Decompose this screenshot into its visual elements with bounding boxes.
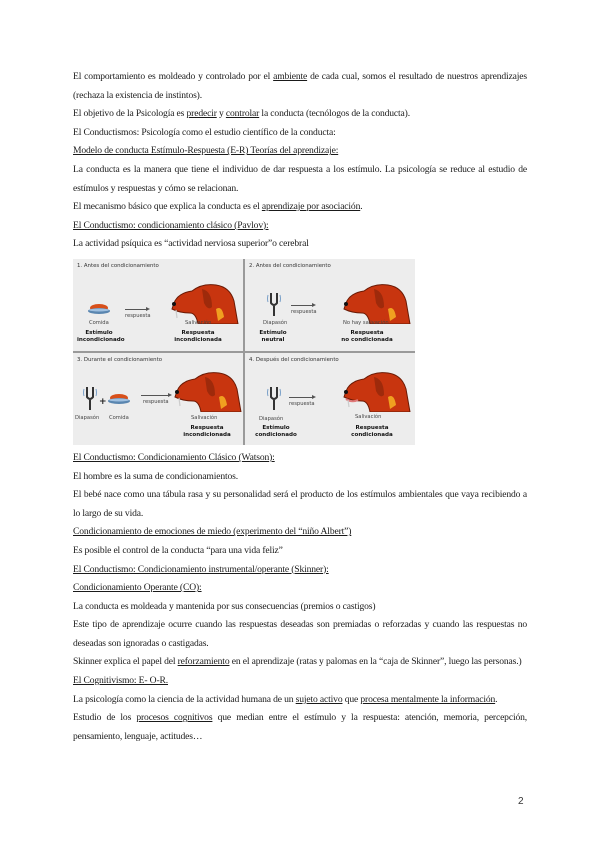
section-heading: El Conductismo: Condicionamiento Clásico (Watson): [73,451,275,463]
underlined-term: reforzamiento [177,656,230,668]
text: Estímulo [259,329,287,336]
tuning-fork-icon [267,385,281,411]
paragraph [73,105,527,124]
paragraph [73,709,527,746]
underlined-term: aprendizaje por asociación [261,201,361,213]
section-heading: El Conductismo: Condicionamiento instrumental/operante (Skinner): [73,563,329,575]
stimulus-item-label: Diapasón [263,319,288,326]
tuning-fork-icon [267,291,281,317]
text: Skinner explica el papel del [73,656,178,668]
text: Respuesta [355,424,389,431]
dog-salivating-icon [171,367,243,412]
text: que [342,693,361,705]
text: . [360,201,363,213]
underlined-term: procesa mentalmente la información [360,693,496,705]
text: que median entre el estímulo y la respuesta: atención, memoria, percepción, pensamiento, lenguaje, actitudes… [73,712,527,742]
paragraph: Es posible el control de la conducta “para una vida feliz” [73,544,283,556]
paragraph [73,653,527,672]
section-heading: Condicionamiento de emociones de miedo (experimento del “niño Albert”) [73,526,352,538]
text: condicionado [255,431,297,438]
stimulus-item-label: Comida [89,319,109,326]
text: incondicionado [77,336,125,343]
underlined-term: predecir [186,108,217,120]
tuning-fork-icon [83,385,97,411]
panel-title: 4. Después del condicionamiento [249,356,339,363]
text: neutral [261,336,285,343]
paragraph: La conducta es moldeada y mantenida por sus consecuencias (premios o castigos) [73,600,376,612]
paragraph [73,198,527,217]
paragraph: El bebé nace como una tábula rasa y su personalidad será el producto de los estímulos ambientales que vaya recibiendo a lo largo de su vida. [73,489,527,519]
figure-panel-3 [73,353,243,445]
arrow-label: respuesta [143,398,169,405]
arrow-label: respuesta [289,400,315,407]
text: en el aprendizaje (ratas y palomas en la “caja de Skinner”, luego las personas.) [229,656,522,668]
text: de cada cual, somos el resultado de nuestros aprendizajes (rechaza la existencia de instintos). [73,71,527,101]
stimulus-item-label: Diapasón [259,415,284,422]
stimulus-item-2-label: Comida [109,414,129,421]
panel-title: 2. Antes del condicionamiento [249,262,331,269]
underlined-term: ambiente [273,71,308,82]
figure-panel-4 [245,353,415,445]
stimulus-item-label: Diapasón [75,414,100,421]
section-heading: Modelo de conducta Estímulo-Respuesta (E-R) Teorías del aprendizaje: [73,145,339,157]
text: incondicionada [183,431,231,438]
text: Respuesta [190,424,224,431]
text: El comportamiento es moldeado y controlado por el [73,71,274,82]
response-item-label: Salivación [355,413,382,420]
panel-title: 3. Durante el condicionamiento [77,356,163,363]
paragraph: El Conductismos: Psicología como el estudio científico de la conducta: [73,126,336,138]
paragraph: El hombre es la suma de condicionamientos. [73,470,239,482]
dog-salivating-icon [168,279,240,324]
text: Respuesta [181,329,215,336]
underlined-term: procesos cognitivos [136,712,213,724]
plus-icon: + [99,396,107,407]
response-type-label [345,425,399,438]
text: Estímulo [262,424,290,431]
arrow-icon [291,305,313,306]
pavlov-conditioning-figure [73,259,415,445]
text: incondicionada [174,336,222,343]
text: . [495,693,498,705]
paragraph [73,68,527,105]
text: condicionada [351,431,393,438]
text: La psicología como la ciencia de la actividad humana de un [73,693,296,705]
page-number: 2 [518,796,524,807]
section-heading: Condicionamiento Operante (CO): [73,582,202,594]
text: Respuesta [350,329,384,336]
response-type-label [337,330,397,343]
food-bowl-icon [87,303,111,315]
figure-panel-1 [73,259,243,351]
text: no condicionada [341,336,393,343]
section-heading: El Cognitivismo: E- O-R. [73,675,169,687]
arrow-icon [289,397,313,398]
paragraph [73,691,527,710]
text: Estímulo [85,329,113,336]
arrow-icon [125,309,147,310]
paragraph: La conducta es la manera que tiene el individuo de dar respuesta a los estímulo. La psicología se reduce al estudio de estímulos y respuestas y cómo se relacionan. [73,163,527,194]
arrow-label: respuesta [291,308,317,315]
response-item-label: Salivación [185,319,212,326]
text: El objetivo de la Psicología es [73,108,187,120]
food-bowl-icon [107,393,131,405]
text: la conducta (tecnólogos de la conducta). [259,108,410,120]
response-item-label: Salivación [191,414,218,421]
response-item-label: No hay salivación [343,319,389,326]
underlined-term: sujeto activo [295,693,343,705]
section-heading: El Conductismo: condicionamiento clásico (Pavlov): [73,219,269,231]
arrow-label: respuesta [125,312,151,319]
stimulus-type-label [255,330,291,343]
text: El mecanismo básico que explica la conducta es el [73,201,262,213]
arrow-icon [141,395,169,396]
panel-title: 1. Antes del condicionamiento [77,262,159,269]
page-content [73,68,527,746]
text: Estudio de los [73,712,137,724]
response-type-label [173,330,223,343]
dog-icon [340,279,412,324]
figure-panel-2 [245,259,415,351]
stimulus-type-label [251,425,301,438]
text: y [216,108,226,120]
paragraph: Este tipo de aprendizaje ocurre cuando las respuestas deseadas son premiadas o reforzadas y cuando las respuestas no deseadas son ignoradas o castigadas. [73,619,527,649]
response-type-label [179,425,235,438]
underlined-term: controlar [225,108,260,120]
paragraph: La actividad psíquica es “actividad nerviosa superior”o cerebral [73,238,309,250]
dog-salivating-icon [340,367,412,412]
stimulus-type-label [77,329,125,343]
